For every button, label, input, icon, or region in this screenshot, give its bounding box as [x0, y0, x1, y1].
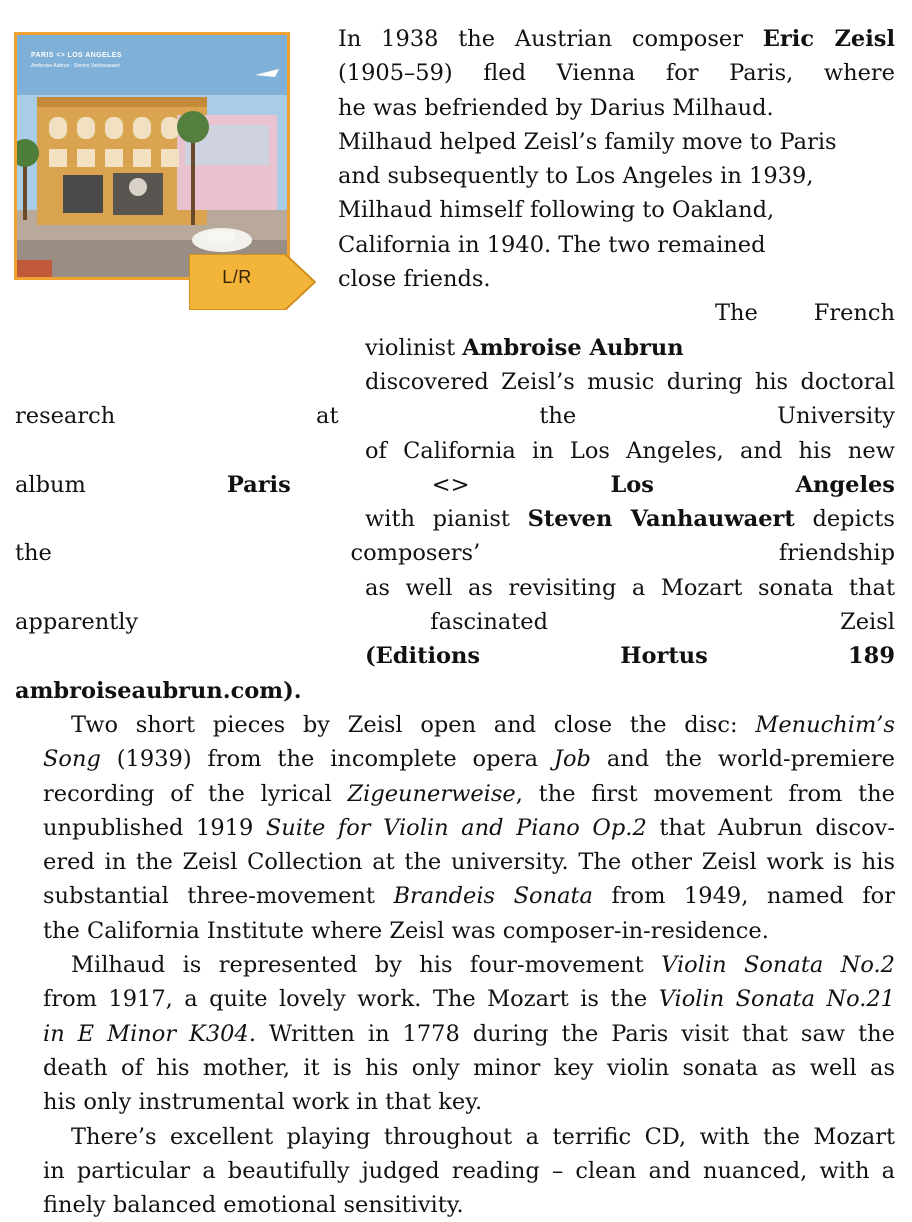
- paragraph-3: [15, 708, 895, 948]
- review-article: [15, 22, 895, 1222]
- text-line: the California Institute where Zeisl was composer-in-residence.: [15, 914, 895, 948]
- text-line: (1905–59) fled Vienna for Paris, where: [15, 56, 895, 90]
- text-line: substantial three-movement Brandeis Sonata from 1949, named for: [15, 879, 895, 913]
- text-line: recording of the lyrical Zigeunerweise, the first movement from the: [15, 777, 895, 811]
- text-line: There’s excellent playing throughout a terrific CD, with the Mozart: [15, 1120, 895, 1154]
- text-line: as well as revisiting a Mozart sonata that apparently fascinated Zeisl: [15, 571, 895, 640]
- text-line: death of his mother, it is his only minor key violin sonata as well as: [15, 1051, 895, 1085]
- text-line: in E Minor K304. Written in 1778 during the Paris visit that saw the: [15, 1017, 895, 1051]
- violinist-name: Ambroise Aubrun: [462, 335, 683, 361]
- text-line: close friends.: [15, 262, 895, 296]
- album-title-la: Los Angeles: [610, 472, 895, 498]
- pianist-name: Steven Vanhauwaert: [528, 506, 795, 532]
- paragraph-2: [15, 296, 895, 708]
- cover-spacer: [15, 22, 338, 296]
- text-line: Song (1939) from the incomplete opera Job and the world-premiere: [15, 742, 895, 776]
- cover-subtitle: Ambroise Aubrun · Steven Vanhauwaert: [31, 63, 120, 69]
- composer-name: Eric Zeisl: [763, 26, 895, 52]
- text-line: and subsequently to Los Angeles in 1939,: [15, 159, 895, 193]
- text-line: of California in Los Angeles, and his new album Paris <> Los Angeles: [15, 434, 895, 503]
- text-line: (Editions Hortus 189 ambroiseaubrun.com).: [15, 639, 895, 708]
- text-line: Milhaud is represented by his four-movement Violin Sonata No.2: [15, 948, 895, 982]
- text-line: Milhaud himself following to Oakland,: [15, 193, 895, 227]
- text-line: California in 1940. The two remained: [15, 228, 895, 262]
- paragraph-4: [15, 948, 895, 1119]
- text-line: in particular a beautifully judged reading – clean and nuanced, with a: [15, 1154, 895, 1188]
- text-line: from 1917, a quite lovely work. The Mozart is the Violin Sonata No.21: [15, 982, 895, 1016]
- text-line: his only instrumental work in that key.: [15, 1085, 895, 1119]
- label-tag-text: L/R: [189, 267, 285, 288]
- label-info: (Editions Hortus 189 ambroiseaubrun.com): [15, 643, 895, 703]
- text-line: discovered Zeisl’s music during his doctoral research at the University: [15, 365, 895, 434]
- album-title-paris: Paris: [227, 472, 291, 498]
- text-line: Two short pieces by Zeisl open and close the disc: Menuchim’s: [15, 708, 895, 742]
- paragraph-5: [15, 1120, 895, 1222]
- text-line: unpublished 1919 Suite for Violin and Piano Op.2 that Aubrun discov-: [15, 811, 895, 845]
- text-line: finely balanced emotional sensitivity.: [15, 1188, 895, 1222]
- text-line: Milhaud helped Zeisl’s family move to Paris: [15, 125, 895, 159]
- text-line: ered in the Zeisl Collection at the university. The other Zeisl work is his: [15, 845, 895, 879]
- text-line: The French violinist Ambroise Aubrun: [15, 296, 895, 365]
- cover-title: PARIS <> LOS ANGELES: [31, 52, 122, 59]
- text-line: with pianist Steven Vanhauwaert depicts the composers’ friendship: [15, 502, 895, 571]
- text-line: he was befriended by Darius Milhaud.: [15, 91, 895, 125]
- text-line: In 1938 the Austrian composer Eric Zeisl: [15, 22, 895, 56]
